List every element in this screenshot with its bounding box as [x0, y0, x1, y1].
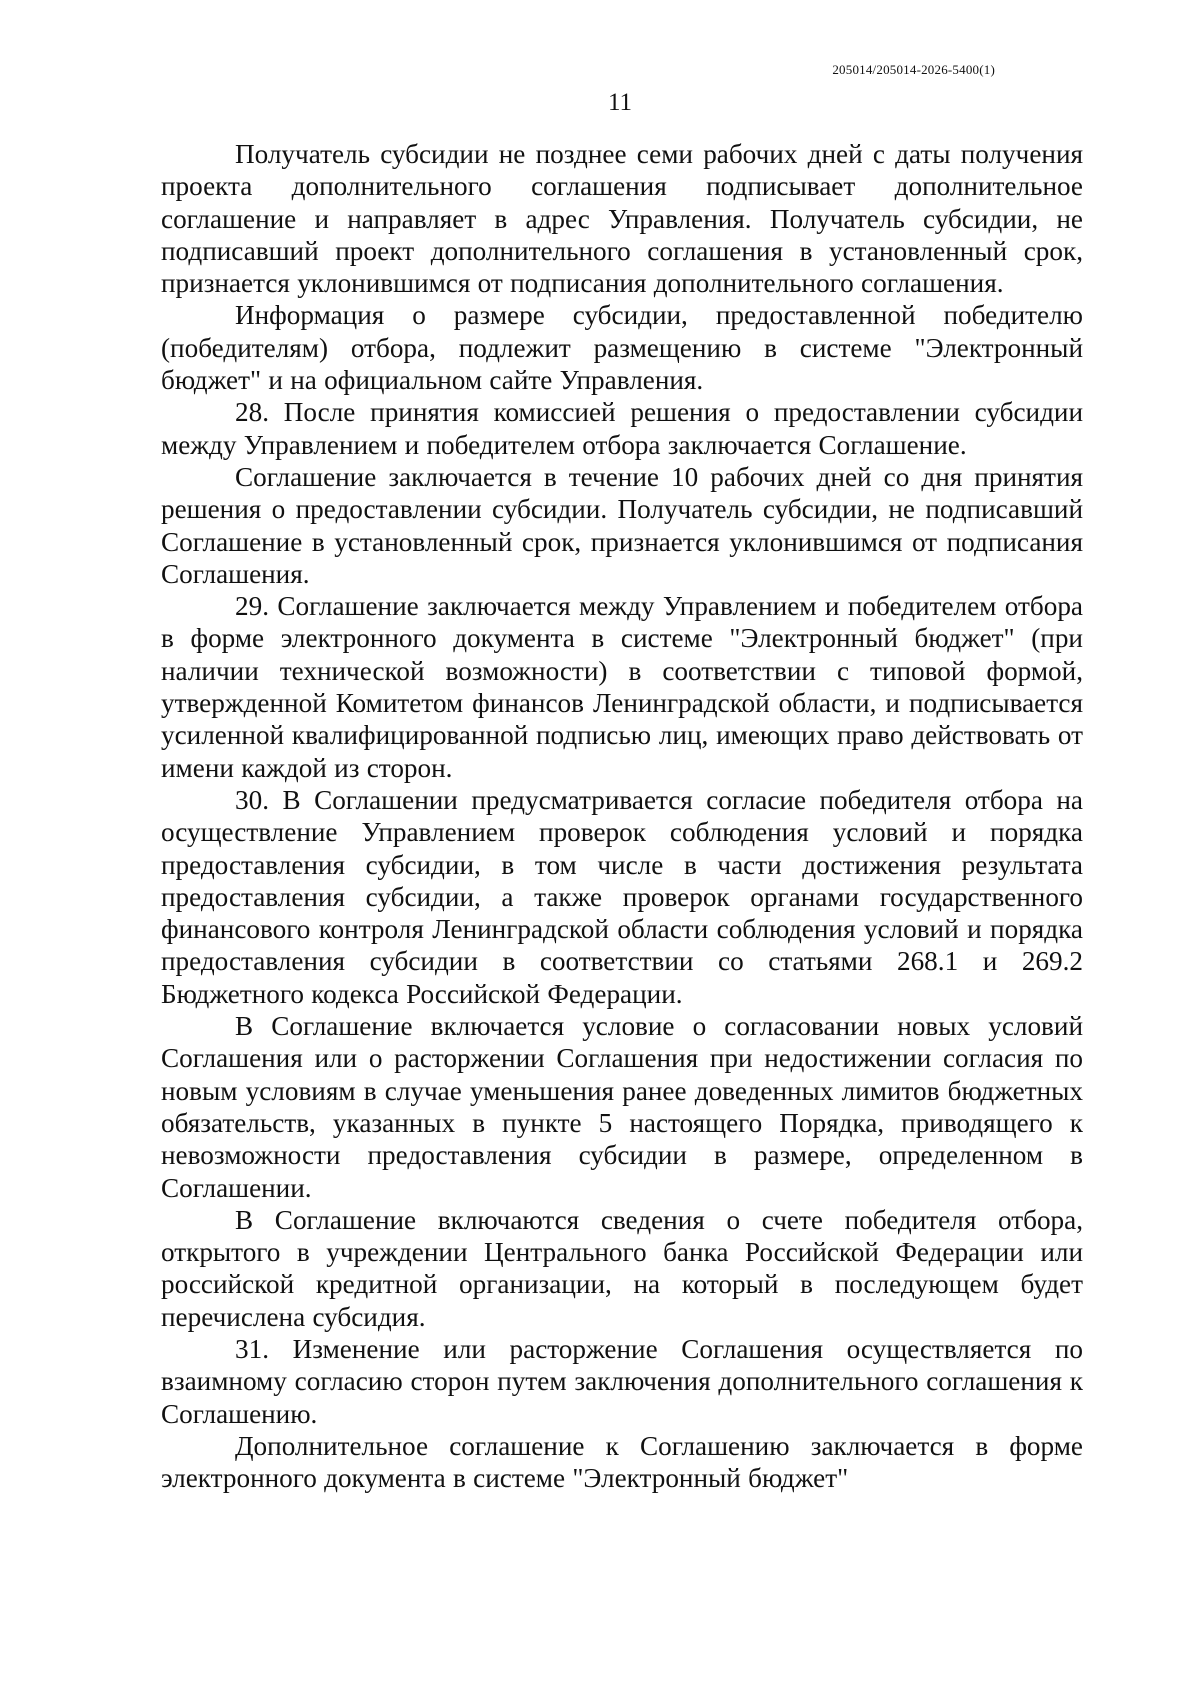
paragraph: Соглашение заключается в течение 10 рабочих дней со дня принятия решения о предоставлении субсидии. Получатель субсидии, не подписавший Соглашение в установленный срок, признается уклонившимся от подписания Соглашения. — [161, 461, 1083, 589]
paragraph: 30. В Соглашении предусматривается согласие победителя отбора на осуществление Управлением проверок соблюдения условий и порядка предоставления субсидии, в том числе в части достижения результата предоставления субсидии, а также проверок органами государственного финансового контроля Ленинградской области соблюдения условий и порядка предоставления субсидии в соответствии со статьями 268.1 и 269.2 Бюджетного кодекса Российской Федерации. — [161, 784, 1083, 1009]
paragraph: 31. Изменение или расторжение Соглашения осуществляется по взаимному согласию сторон путем заключения дополнительного соглашения к Соглашению. — [161, 1333, 1083, 1429]
paragraph: В Соглашение включаются сведения о счете победителя отбора, открытого в учреждении Центрального банка Российской Федерации или российской кредитной организации, на который в последующем будет перечислена субсидия. — [161, 1204, 1083, 1332]
paragraph: В Соглашение включается условие о согласовании новых условий Соглашения или о расторжении Соглашения при недостижении согласия по новым условиям в случае уменьшения ранее доведенных лимитов бюджетных обязательств, указанных в пункте 5 настоящего Порядка, приводящего к невозможности предоставления субсидии в размере, определенном в Соглашении. — [161, 1011, 1083, 1203]
paragraph: 29. Соглашение заключается между Управлением и победителем отбора в форме электронного документа в системе "Электронный бюджет" (при наличии технической возможности) в соответствии с типовой формой, утвержденной Комитетом финансов Ленинградской области, и подписывается усиленной квалифицированной подписью лиц, имеющих право действовать от имени каждой из сторон. — [161, 591, 1083, 783]
document-id: 205014/205014-2026-5400(1) — [832, 62, 995, 77]
document-body — [161, 138, 1083, 1494]
paragraph: 28. После принятия комиссией решения о предоставлении субсидии между Управлением и победителем отбора заключается Соглашение. — [161, 397, 1083, 460]
paragraph: Информация о размере субсидии, предоставленной победителю (победителям) отбора, подлежит размещению в системе "Электронный бюджет" и на официальном сайте Управления. — [161, 300, 1083, 396]
paragraph: Дополнительное соглашение к Соглашению заключается в форме электронного документа в системе "Электронный бюджет" — [161, 1430, 1083, 1494]
page-number: 11 — [607, 89, 633, 116]
paragraph: Получатель субсидии не позднее семи рабочих дней с даты получения проекта дополнительного соглашения подписывает дополнительное соглашение и направляет в адрес Управления. Получатель субсидии, не подписавший проект дополнительного соглашения в установленный срок, признается уклонившимся от подписания дополнительного соглашения. — [161, 139, 1083, 299]
